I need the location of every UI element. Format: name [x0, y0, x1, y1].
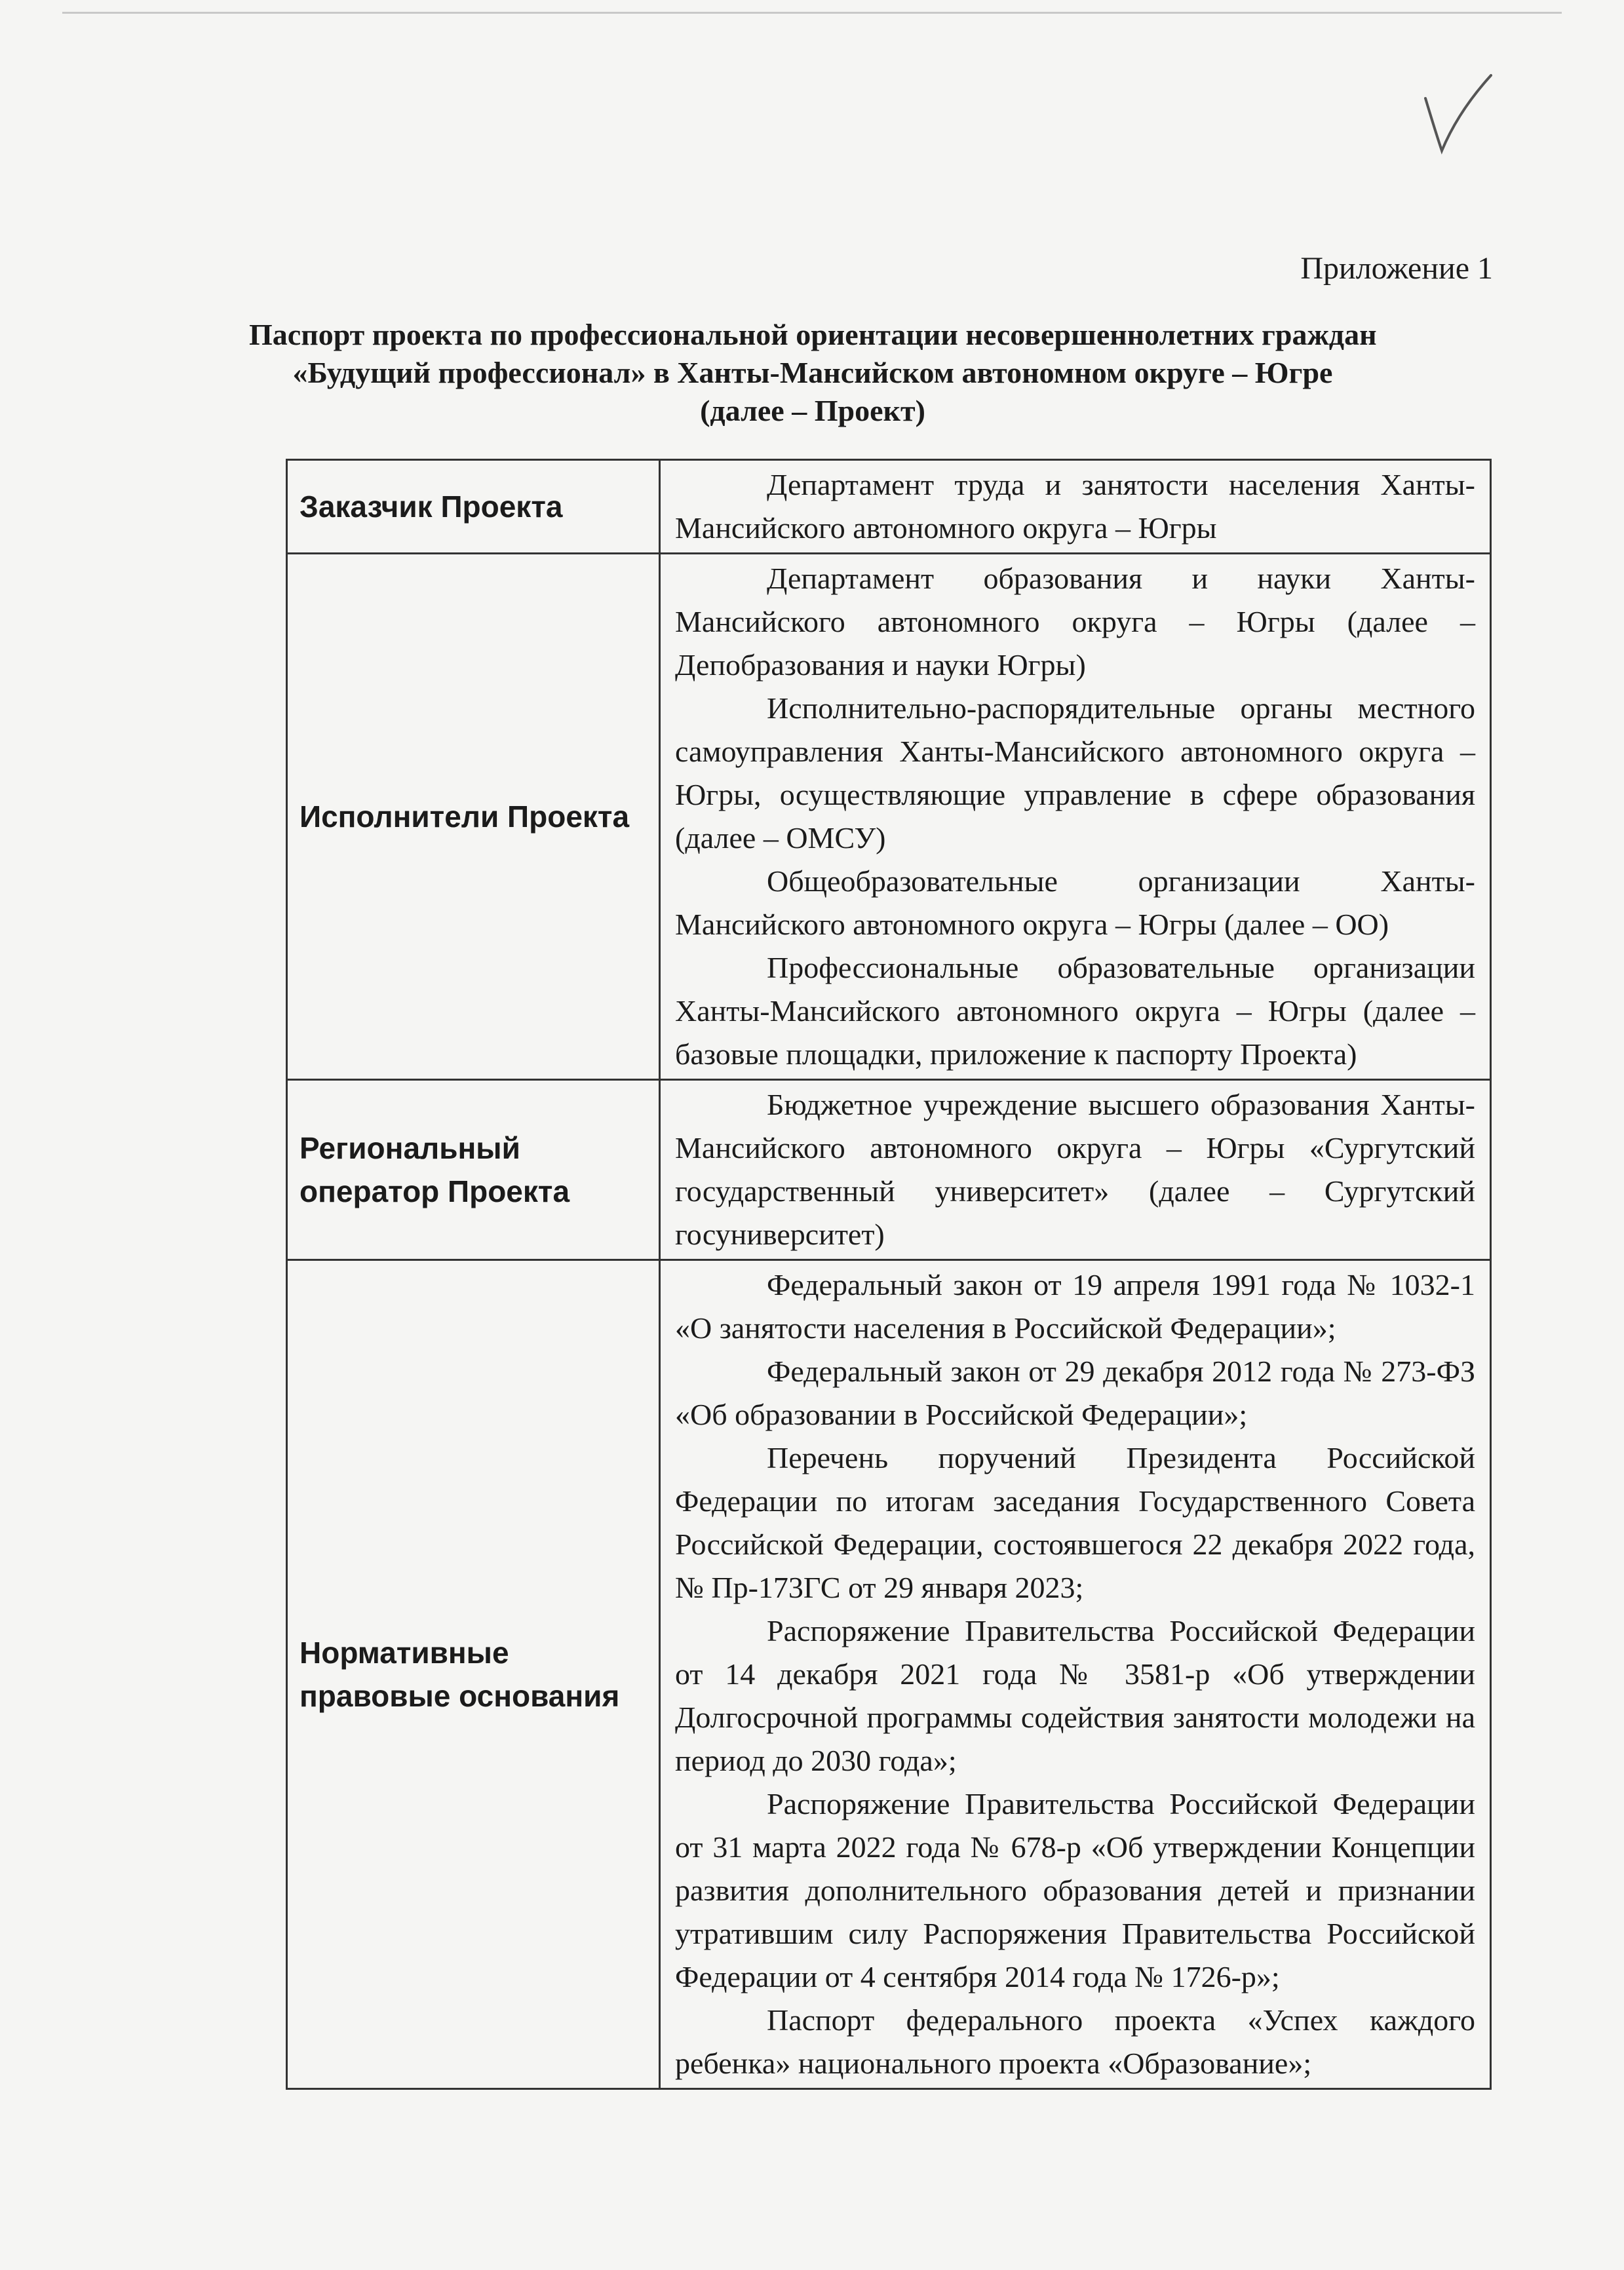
table-row-legal-basis	[287, 1260, 1491, 2089]
row-paragraph: Федеральный закон от 19 апреля 1991 года № 1032-1 «О занятости населения в Российской Федерации»;	[675, 1268, 1475, 1345]
title-line-2: «Будущий профессионал» в Ханты-Мансийском автономном округе – Югре	[292, 356, 1333, 389]
row-paragraph: Распоряжение Правительства Российской Федерации от 14 декабря 2021 года № 3581-р «Об утверждении Долгосрочной программы содействия занятости молодежи на период до 2030 года»;	[675, 1614, 1475, 1777]
row-paragraph: Профессиональные образовательные организации Ханты-Мансийского автономного округа – Югры (далее – базовые площадки, приложение к паспорту Проекта)	[675, 951, 1475, 1071]
row-label: Нормативные правовые основания	[287, 1260, 660, 2089]
row-paragraph: Бюджетное учреждение высшего образования Ханты-Мансийского автономного округа – Югры «Сургутский государственный университет» (далее – Сургутский госуниверситет)	[675, 1088, 1475, 1251]
row-content	[660, 460, 1491, 554]
appendix-label: Приложение 1	[1300, 251, 1493, 286]
row-content	[660, 1260, 1491, 2089]
row-label: Региональный оператор Проекта	[287, 1080, 660, 1260]
row-paragraph: Департамент образования и науки Ханты-Мансийского автономного округа – Югры (далее – Депобразования и науки Югры)	[675, 562, 1475, 682]
row-paragraph: Общеобразовательные организации Ханты-Мансийского автономного округа – Югры (далее – ОО)	[675, 864, 1475, 941]
document-title	[249, 316, 1376, 430]
row-paragraph: Федеральный закон от 29 декабря 2012 года № 273-ФЗ «Об образовании в Российской Федерации»;	[675, 1355, 1475, 1431]
table-row-customer	[287, 460, 1491, 554]
table-row-executors	[287, 554, 1491, 1080]
row-paragraph: Перечень поручений Президента Российской Федерации по итогам заседания Государственного Совета Российской Федерации, состоявшегося 22 декабря 2022 года, № Пр-173ГС от 29 января 2023;	[675, 1441, 1475, 1604]
project-passport-table	[286, 459, 1492, 2090]
row-paragraph: Распоряжение Правительства Российской Федерации от 31 марта 2022 года № 678-р «Об утверждении Концепции развития дополнительного образования детей и признании утратившим силу Распоряжения Правительства Российской Федерации от 4 сентября 2014 года № 1726-р»;	[675, 1787, 1475, 1993]
row-paragraph: Департамент труда и занятости населения Ханты-Мансийского автономного округа – Югры	[675, 468, 1475, 545]
handwritten-checkmark-icon	[1422, 72, 1494, 157]
scan-top-edge	[62, 12, 1562, 14]
table-row-regional-operator	[287, 1080, 1491, 1260]
row-paragraph: Паспорт федерального проекта «Успех каждого ребенка» национального проекта «Образование»;	[675, 2003, 1475, 2080]
row-label: Заказчик Проекта	[287, 460, 660, 554]
row-label: Исполнители Проекта	[287, 554, 660, 1080]
row-paragraph: Исполнительно-распорядительные органы местного самоуправления Ханты-Мансийского автономного округа – Югры, осуществляющие управление в сфере образования (далее – ОМСУ)	[675, 691, 1475, 855]
title-line-1: Паспорт проекта по профессиональной ориентации несовершеннолетних граждан	[249, 318, 1377, 351]
row-content	[660, 1080, 1491, 1260]
title-line-3: (далее – Проект)	[700, 394, 925, 427]
row-content	[660, 554, 1491, 1080]
